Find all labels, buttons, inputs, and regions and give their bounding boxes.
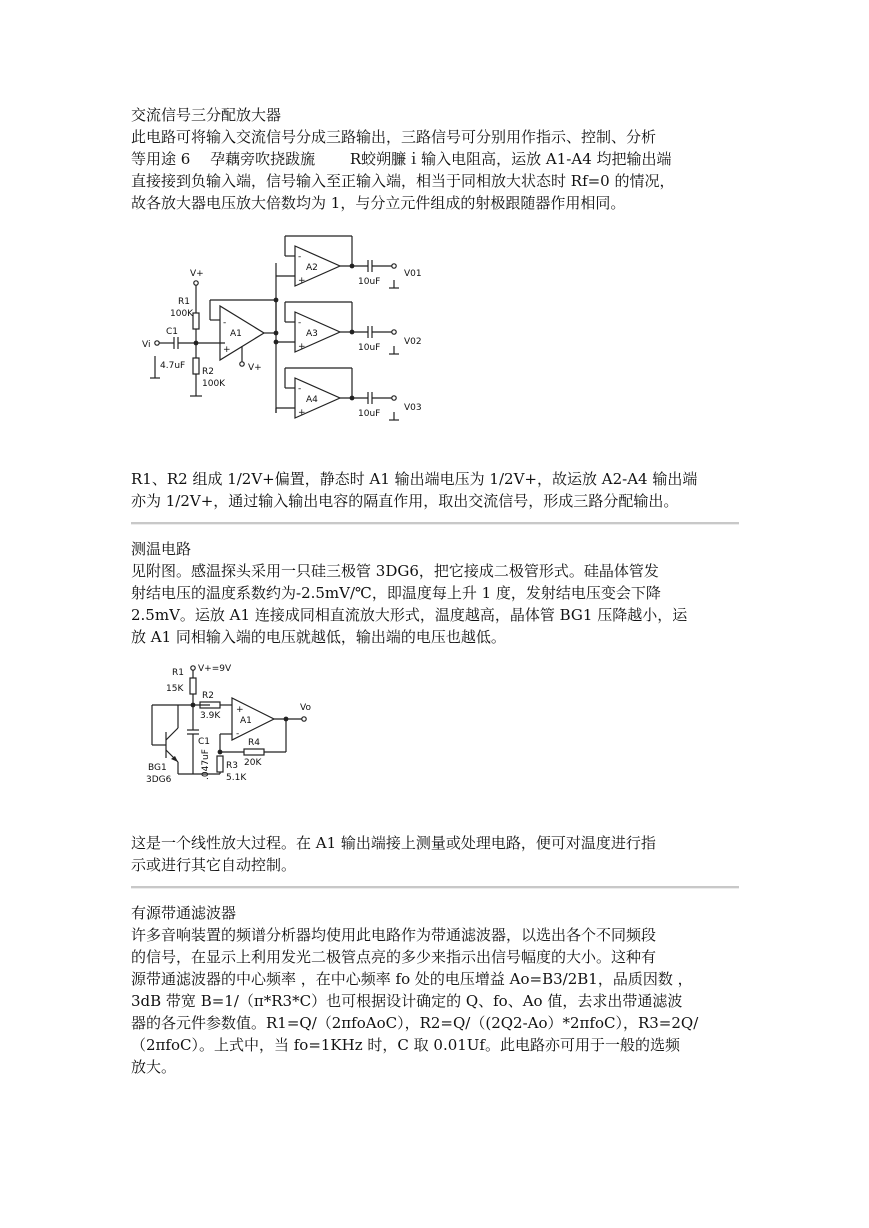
- section-divider: [131, 886, 739, 889]
- label-r2-value: 3.9K: [200, 711, 221, 721]
- label-r4: R4: [248, 738, 260, 748]
- paragraph-line: 3dB 带宽 B=1/（π*R3*C）也可根据设计确定的 Q、fo、Ao 值，去求出带通滤波: [131, 992, 683, 1010]
- paragraph-line: 亦为 1/2V+，通过输入输出电容的隔直作用，取出交流信号，形成三路分配输出。: [131, 492, 679, 510]
- label-minus: -: [298, 252, 302, 262]
- section-paragraph: [131, 126, 741, 214]
- section-ac-splitter-explanation: [131, 468, 741, 512]
- paragraph-line: 示或进行其它自动控制。: [131, 856, 297, 874]
- label-c1-value: .047uF: [201, 749, 211, 780]
- label-r4-value: 20K: [244, 758, 262, 768]
- label-minus: -: [223, 318, 227, 328]
- label-vo1: V01: [404, 269, 422, 279]
- label-c1-value: 4.7uF: [160, 361, 186, 371]
- paragraph-line: 2.5mV。运放 A1 连接成同相直流放大形式，温度越高，晶体管 BG1 压降越小，运: [131, 606, 688, 624]
- label-r3-value: 5.1K: [226, 773, 247, 783]
- label-a1: A1: [240, 716, 252, 726]
- label-plus: -: [236, 729, 240, 739]
- ac-splitter-circuit-diagram: [140, 228, 430, 428]
- section-paragraph: [131, 560, 741, 648]
- label-r1: R1: [178, 297, 190, 307]
- paragraph-line: 此电路可将输入交流信号分成三路输出，三路信号可分别用作指示、控制、分析: [131, 128, 657, 146]
- section-bandpass-filter: [131, 902, 741, 1078]
- label-r2-value: 100K: [202, 379, 226, 389]
- label-cap-value: 10uF: [358, 343, 381, 353]
- section-paragraph: [131, 468, 741, 512]
- label-bg1-type: 3DG6: [146, 775, 172, 785]
- label-vo: Vo: [300, 703, 311, 713]
- paragraph-line: 等用途 6 孕藕旁吹挠跋旒 R蛟朔臁ｉ输入电阻高，运放 A1-A4 均把输出端: [131, 150, 672, 168]
- label-r2: R2: [202, 691, 214, 701]
- paragraph-line: 器的各元件参数值。R1=Q/（2πfoAoC），R2=Q/（(2Q2-Ao）*2πfoC），R3=2Q/: [131, 1014, 699, 1032]
- section-paragraph: [131, 924, 741, 1078]
- section-title: 测温电路: [131, 540, 192, 558]
- label-vo2: V02: [404, 337, 422, 347]
- section-title: 交流信号三分配放大器: [131, 106, 282, 124]
- label-a3: A3: [306, 329, 318, 339]
- paragraph-line: 的信号，在显示上利用发光二极管点亮的多少来指示出信号幅度的大小。这种有: [131, 948, 657, 966]
- paragraph-line: 放 A1 同相输入端的电压就越低，输出端的电压也越低。: [131, 628, 506, 646]
- section-paragraph: [131, 832, 741, 876]
- label-r1: R1: [172, 668, 184, 678]
- label-a1: A1: [230, 329, 242, 339]
- paragraph-line: 源带通滤波器的中心频率 ，在中心频率 fo 处的电压增益 Ao=B3/2B1，品质因数 ，: [131, 970, 693, 988]
- paragraph-line: R1、R2 组成 1/2V+偏置，静态时 A1 输出端电压为 1/2V+，故运放 A2-A4 输出端: [131, 470, 698, 488]
- label-plus: +: [298, 408, 306, 418]
- label-vo3: V03: [404, 403, 422, 413]
- label-bg1: BG1: [148, 763, 167, 773]
- section-ac-splitter: [131, 104, 741, 214]
- label-vplus: V+=9V: [198, 664, 232, 674]
- paragraph-line: 许多音响装置的频谱分析器均使用此电路作为带通滤波器，以选出各个不同频段: [131, 926, 657, 944]
- label-a2: A2: [306, 263, 318, 273]
- label-plus: +: [298, 342, 306, 352]
- label-vplus-top: V+: [190, 269, 204, 279]
- label-c1: C1: [166, 327, 179, 337]
- label-plus: +: [223, 345, 231, 355]
- label-r1-value: 100K: [170, 309, 194, 319]
- label-cap-value: 10uF: [358, 409, 381, 419]
- section-temperature-circuit: [131, 538, 741, 648]
- section-temperature-explanation: [131, 832, 741, 876]
- section-title: 有源带通滤波器: [131, 904, 237, 922]
- paragraph-line: 直接接到负输入端，信号输入至正输入端，相当于同相放大状态时 Rf=0 的情况，: [131, 172, 675, 190]
- label-r3: R3: [226, 761, 238, 771]
- paragraph-line: 放大。: [131, 1058, 177, 1076]
- label-plus: +: [298, 276, 306, 286]
- temperature-circuit-diagram: [140, 660, 340, 788]
- label-minus: +: [236, 705, 244, 715]
- section-divider: [131, 522, 739, 525]
- paragraph-line: 这是一个线性放大过程。在 A1 输出端接上测量或处理电路，便可对温度进行指: [131, 834, 656, 852]
- label-vi: Vi: [142, 340, 151, 350]
- paragraph-line: （2πfoC）。上式中，当 fo=1KHz 时，C 取 0.01Uf。此电路亦可用于一般的选频: [131, 1036, 680, 1054]
- label-r2: R2: [202, 367, 214, 377]
- label-minus: -: [298, 318, 302, 328]
- label-minus: -: [298, 384, 302, 394]
- label-cap-value: 10uF: [358, 277, 381, 287]
- paragraph-line: 射结电压的温度系数约为-2.5mV/℃，即温度每上升 1 度，发射结电压变会下降: [131, 584, 661, 602]
- paragraph-line: 见附图。感温探头采用一只硅三极管 3DG6，把它接成二极管形式。硅晶体管发: [131, 562, 659, 580]
- label-r1-value: 15K: [166, 684, 184, 694]
- label-a4: A4: [306, 395, 318, 405]
- label-c1: C1: [198, 737, 211, 747]
- label-vplus-bottom: V+: [248, 363, 262, 373]
- paragraph-line: 故各放大器电压放大倍数均为 1，与分立元件组成的射极跟随器作用相同。: [131, 194, 626, 212]
